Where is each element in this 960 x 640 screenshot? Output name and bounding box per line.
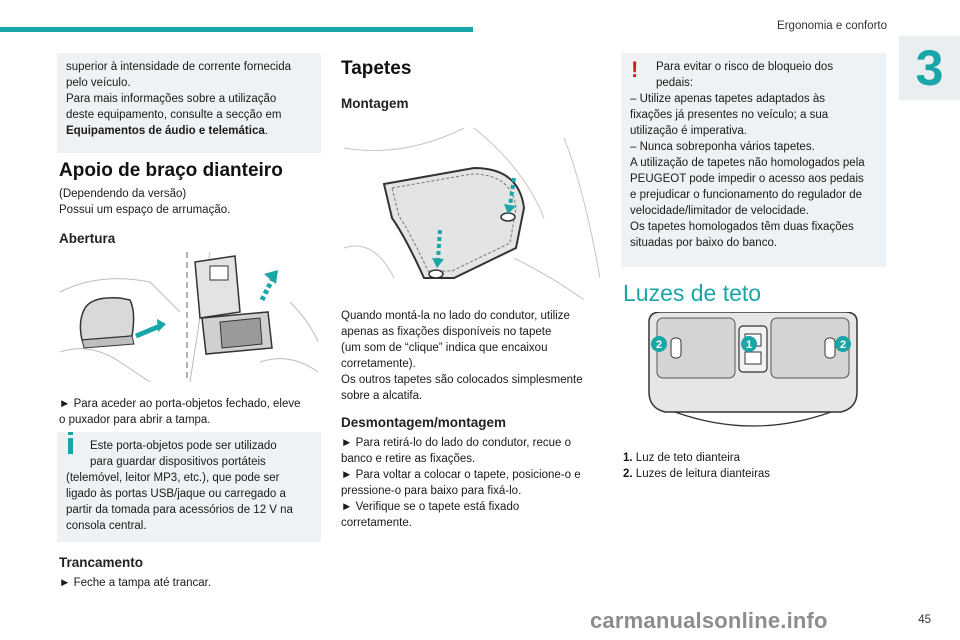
heading-armrest: Apoio de braço dianteiro	[59, 160, 283, 181]
montagem-text	[341, 308, 603, 404]
desmontagem-text	[341, 435, 603, 531]
callout-2-left: 2	[655, 339, 663, 351]
legend-text: Luz de teto dianteira	[635, 452, 741, 464]
warning-line: fixações já presentes no veículo; a sua	[630, 109, 829, 121]
montagem-line: Os outros tapetes são colocados simplesmente	[341, 374, 583, 386]
desmontagem-line: ► Verifique se o tapete está fixado	[341, 501, 520, 513]
watermark: carmanualsonline.info	[590, 608, 828, 633]
ceiling-light-illustration	[645, 312, 861, 442]
heading-montagem: Montagem	[341, 96, 409, 111]
legend-num: 2.	[623, 468, 633, 480]
warning-line: situadas por baixo do banco.	[630, 237, 778, 249]
legend-num: 1.	[623, 452, 633, 464]
note-line: pelo veículo.	[66, 77, 131, 89]
montagem-line: corretamente).	[341, 358, 416, 370]
note-line: Para mais informações sobre a utilização	[66, 93, 277, 105]
desmontagem-line: banco e retire as fixações.	[341, 453, 476, 465]
info-line: para guardar dispositivos portáteis	[90, 456, 266, 468]
warning-line: Para evitar o risco de bloqueio dos	[656, 61, 834, 73]
callout-1: 1	[745, 339, 753, 351]
luzes-legend	[623, 450, 885, 482]
montagem-line: sobre a alcatifa.	[341, 390, 423, 402]
montagem-line: (um som de “clique” indica que encaixou	[341, 342, 548, 354]
info-line: partir da tomada para acessórios de 12 V na	[66, 504, 293, 516]
warning-line: – Utilize apenas tapetes adaptados às	[630, 93, 825, 105]
desmontagem-line: ► Para retirá-lo do lado do condutor, recue o	[341, 437, 572, 449]
warning-line: – Nunca sobreponha vários tapetes.	[630, 141, 815, 153]
note-line-bold	[66, 123, 312, 139]
montagem-line: Quando montá-la no lado do condutor, utilize	[341, 310, 570, 322]
warning-line: velocidade/limitador de velocidade.	[630, 205, 809, 217]
heading-desmontagem: Desmontagem/montagem	[341, 415, 507, 430]
heading-abertura: Abertura	[59, 231, 116, 246]
warning-line: Os tapetes homologados têm duas fixações	[630, 221, 854, 233]
intro-line: (Dependendo da versão)	[59, 188, 187, 200]
continued-note	[57, 53, 321, 153]
floor-mat-illustration	[344, 128, 600, 300]
warning-line: e prejudicar o funcionamento do regulador de	[630, 189, 863, 201]
note-line: superior à intensidade de corrente fornecida	[66, 61, 292, 73]
legend-item	[623, 450, 885, 466]
heading-tapetes: Tapetes	[341, 58, 412, 79]
chapter-tab	[899, 36, 960, 100]
abertura-line: o puxador para abrir a tampa.	[59, 414, 211, 426]
warning-line: A utilização de tapetes não homologados pela	[630, 157, 865, 169]
armrest-intro	[59, 186, 321, 218]
warning-line: PEUGEOT pode impedir o acesso aos pedais	[630, 173, 864, 185]
armrest-illustration	[60, 252, 320, 382]
info-line: consola central.	[66, 520, 147, 532]
info-line: ligado às portas USB/jaque ou carregado a	[66, 488, 286, 500]
warning-icon: !	[631, 57, 639, 82]
desmontagem-line: ► Para voltar a colocar o tapete, posicione-o e	[341, 469, 581, 481]
chapter-number: 3	[915, 40, 944, 96]
header-accent-bar	[0, 27, 473, 32]
legend-item	[623, 466, 885, 482]
legend-text: Luzes de leitura dianteiras	[635, 468, 771, 480]
section-header-title: Ergonomia e conforto	[777, 20, 887, 32]
note-bold-link: Equipamentos de áudio e telemática	[66, 125, 265, 137]
info-icon	[68, 438, 73, 454]
warning-line: pedais:	[656, 77, 694, 89]
desmontagem-line: corretamente.	[341, 517, 412, 529]
abertura-text	[59, 396, 323, 428]
warning-line: utilização é imperativa.	[630, 125, 747, 137]
heading-trancamento: Trancamento	[59, 555, 144, 570]
page-number: 45	[918, 614, 931, 626]
info-line: (telemóvel, leitor MP3, etc.), que pode ser	[66, 472, 280, 484]
heading-luzes-de-teto: Luzes de teto	[623, 280, 762, 306]
montagem-line: apenas as fixações disponíveis no tapete	[341, 326, 552, 338]
info-icon-dot	[68, 432, 73, 435]
intro-line: Possui um espaço de arrumação.	[59, 204, 231, 216]
abertura-line: ► Para aceder ao porta-objetos fechado, eleve	[59, 398, 301, 410]
callout-2-right: 2	[839, 339, 847, 351]
trancamento-text: ► Feche a tampa até trancar.	[59, 577, 212, 589]
desmontagem-line: pressione-o para baixo para fixá-lo.	[341, 485, 522, 497]
warning-note	[621, 53, 886, 267]
note-line: deste equipamento, consulte a secção em	[66, 109, 282, 121]
info-note	[57, 432, 321, 542]
note-bold-suffix: .	[264, 125, 268, 137]
info-line: Este porta-objetos pode ser utilizado	[90, 440, 277, 452]
